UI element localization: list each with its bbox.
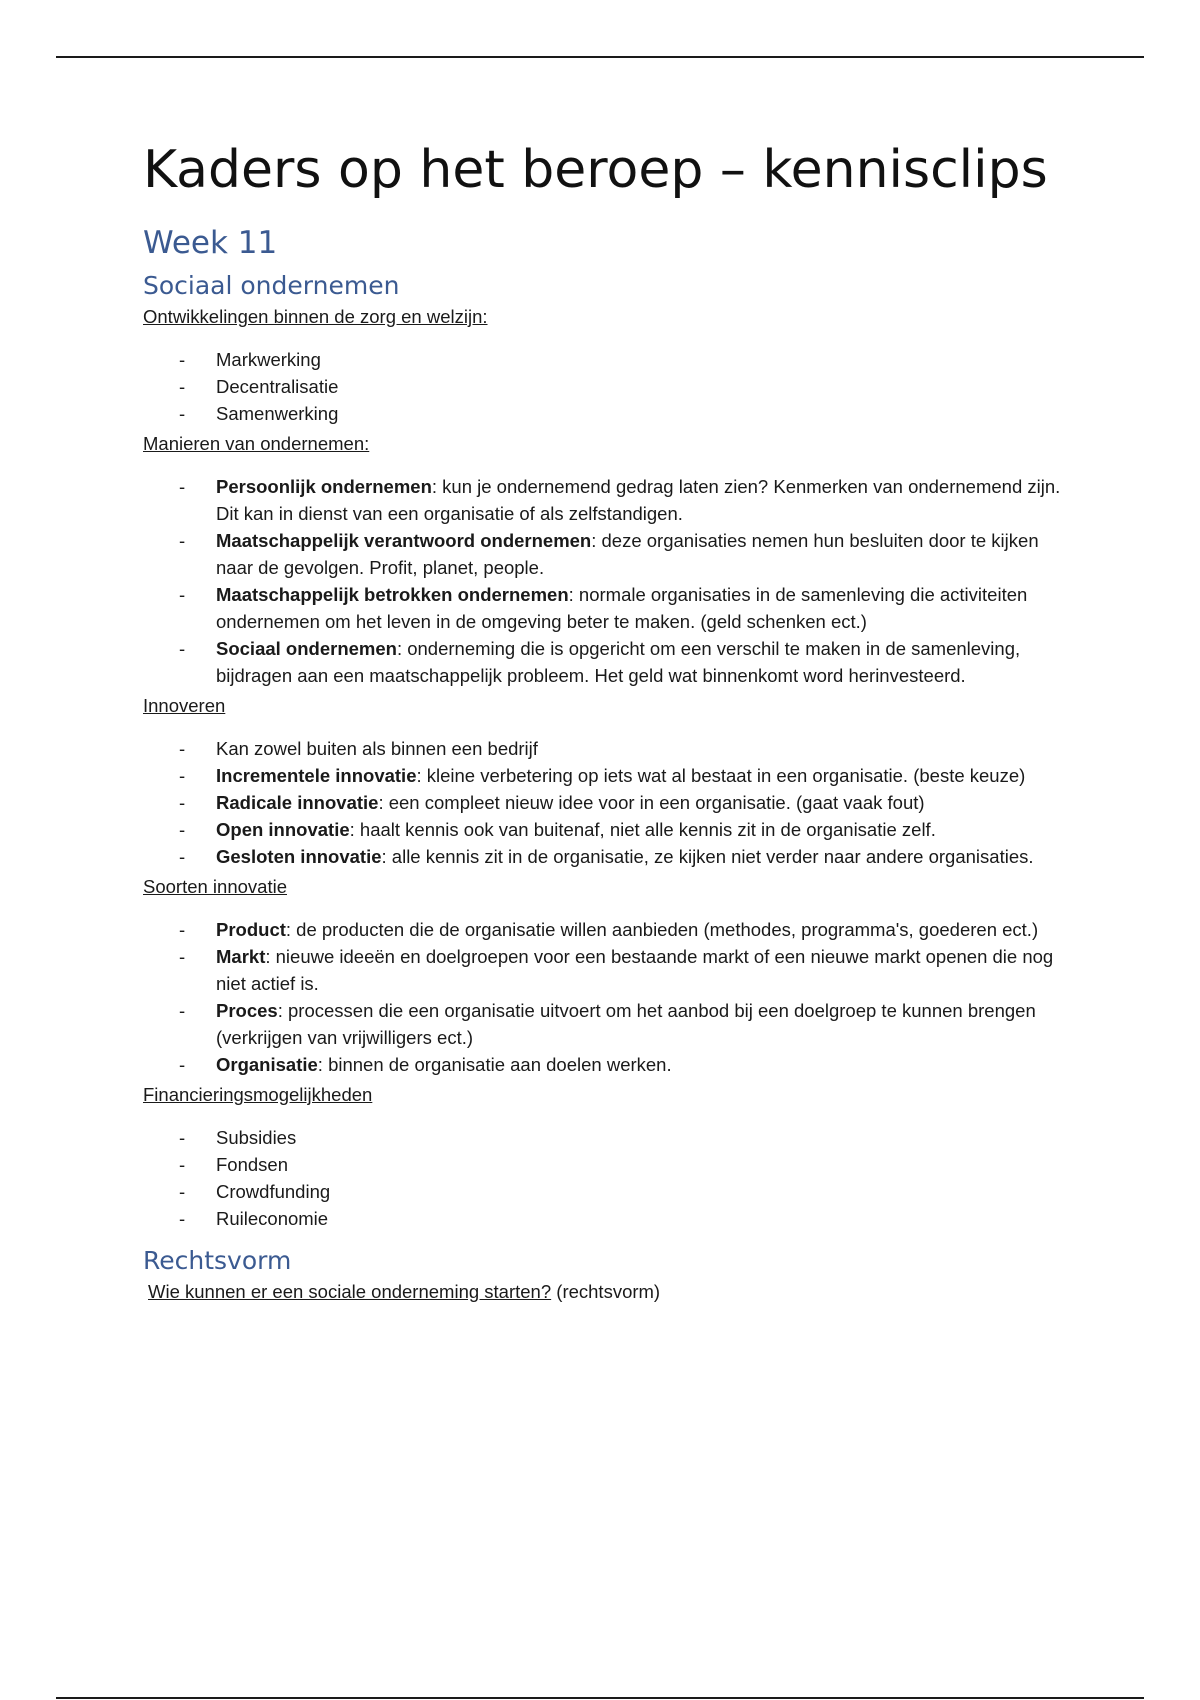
section-block [143, 692, 1063, 870]
list-item-term: Proces [216, 1000, 278, 1021]
list-item-text: : een compleet nieuw idee voor in een organisatie. (gaat vaak fout) [378, 792, 925, 813]
legal-heading: Rechtsvorm [143, 1246, 292, 1275]
footer-rule [56, 1697, 1144, 1699]
list-item-text: : kun je ondernemend gedrag laten zien? Kenmerken van ondernemend zijn. Dit kan in dienst van een organisatie of als zelfstandigen. [216, 476, 1061, 524]
bullet-list [143, 735, 1063, 870]
list-item-term: Organisatie [216, 1054, 318, 1075]
list-item [143, 816, 1063, 843]
list-item-text: : normale organisaties in de samenleving die activiteiten ondernemen om het leven in de omgeving beter te maken. (geld schenken ect.) [216, 584, 1028, 632]
list-item [143, 943, 1063, 997]
list-item-term: Persoonlijk ondernemen [216, 476, 432, 497]
list-item [143, 1205, 1063, 1232]
list-item-text: Kan zowel buiten als binnen een bedrijf [216, 738, 538, 759]
list-item-text: : binnen de organisatie aan doelen werken. [317, 1054, 672, 1075]
list-item [143, 346, 1063, 373]
bullet-list [143, 916, 1063, 1078]
list-item-text: : haalt kennis ook van buitenaf, niet alle kennis zit in de organisatie zelf. [349, 819, 936, 840]
list-item-text: : processen die een organisatie uitvoert om het aanbod bij een doelgroep te kunnen brengen (verkrijgen van vrijwilligers ect.) [216, 1000, 1036, 1048]
list-item [143, 527, 1063, 581]
bullet-list [143, 1124, 1063, 1232]
list-item [143, 762, 1063, 789]
section-block [143, 430, 1063, 689]
list-item-term: Open innovatie [216, 819, 350, 840]
list-item [143, 1051, 1063, 1078]
list-item-term: Maatschappelijk betrokken ondernemen [216, 584, 569, 605]
list-item-text: Decentralisatie [216, 376, 339, 397]
list-item-term: Sociaal ondernemen [216, 638, 397, 659]
list-item-text: : onderneming die is opgericht om een verschil te maken in de samenleving, bijdragen aan een maatschappelijk probleem. Het geld wat binnenkomt word herinvesteerd. [216, 638, 1021, 686]
list-item-text: Crowdfunding [216, 1181, 331, 1202]
bullet-list [143, 346, 1063, 427]
list-item [143, 1151, 1063, 1178]
list-item-text: Samenwerking [216, 403, 339, 424]
document-title: Kaders op het beroep – kennisclips [143, 140, 1048, 200]
list-item [143, 735, 1063, 762]
list-item-text: Markwerking [216, 349, 321, 370]
legal-question: Wie kunnen er een sociale onderneming starten? [148, 1281, 552, 1302]
document-body [143, 138, 1063, 1305]
sections-container [143, 303, 1063, 1232]
section-subheading: Soorten innovatie [143, 876, 287, 897]
section-subheading: Financieringsmogelijkheden [143, 1084, 373, 1105]
list-item-term: Incrementele innovatie [216, 765, 417, 786]
bullet-list [143, 473, 1063, 689]
list-item-text: : nieuwe ideeën en doelgroepen voor een bestaande markt of een nieuwe markt openen die nog niet actief is. [216, 946, 1054, 994]
list-item-text: Ruileconomie [216, 1208, 329, 1229]
list-item [143, 1178, 1063, 1205]
section-block [143, 873, 1063, 1078]
week-heading: Week 11 [143, 225, 278, 261]
list-item-text: : alle kennis zit in de organisatie, ze kijken niet verder naar andere organisaties. [381, 846, 1034, 867]
legal-question-suffix: (rechtsvorm) [551, 1281, 661, 1302]
list-item [143, 1124, 1063, 1151]
section-block [143, 303, 1063, 427]
list-item [143, 916, 1063, 943]
list-item-term: Radicale innovatie [216, 792, 379, 813]
list-item-text: : de producten die de organisatie willen aanbieden (methodes, programma's, goederen ect.) [285, 919, 1039, 940]
list-item-term: Gesloten innovatie [216, 846, 382, 867]
section-subheading: Innoveren [143, 695, 226, 716]
list-item-text: : deze organisaties nemen hun besluiten door te kijken naar de gevolgen. Profit, planet, people. [216, 530, 1039, 578]
section-heading: Sociaal ondernemen [143, 271, 400, 300]
list-item-text: Fondsen [216, 1154, 288, 1175]
list-item [143, 635, 1063, 689]
list-item [143, 373, 1063, 400]
list-item [143, 997, 1063, 1051]
list-item-text: : kleine verbetering op iets wat al bestaat in een organisatie. (beste keuze) [416, 765, 1026, 786]
section-block [143, 1081, 1063, 1232]
list-item-term: Markt [216, 946, 266, 967]
list-item-term: Maatschappelijk verantwoord ondernemen [216, 530, 592, 551]
list-item [143, 473, 1063, 527]
header-rule [56, 56, 1144, 58]
list-item [143, 789, 1063, 816]
list-item [143, 400, 1063, 427]
legal-question-line [143, 1278, 1063, 1305]
list-item [143, 843, 1063, 870]
list-item-term: Product [216, 919, 286, 940]
list-item-text: Subsidies [216, 1127, 297, 1148]
list-item [143, 581, 1063, 635]
section-subheading: Manieren van ondernemen: [143, 433, 370, 454]
section-subheading: Ontwikkelingen binnen de zorg en welzijn: [143, 306, 488, 327]
